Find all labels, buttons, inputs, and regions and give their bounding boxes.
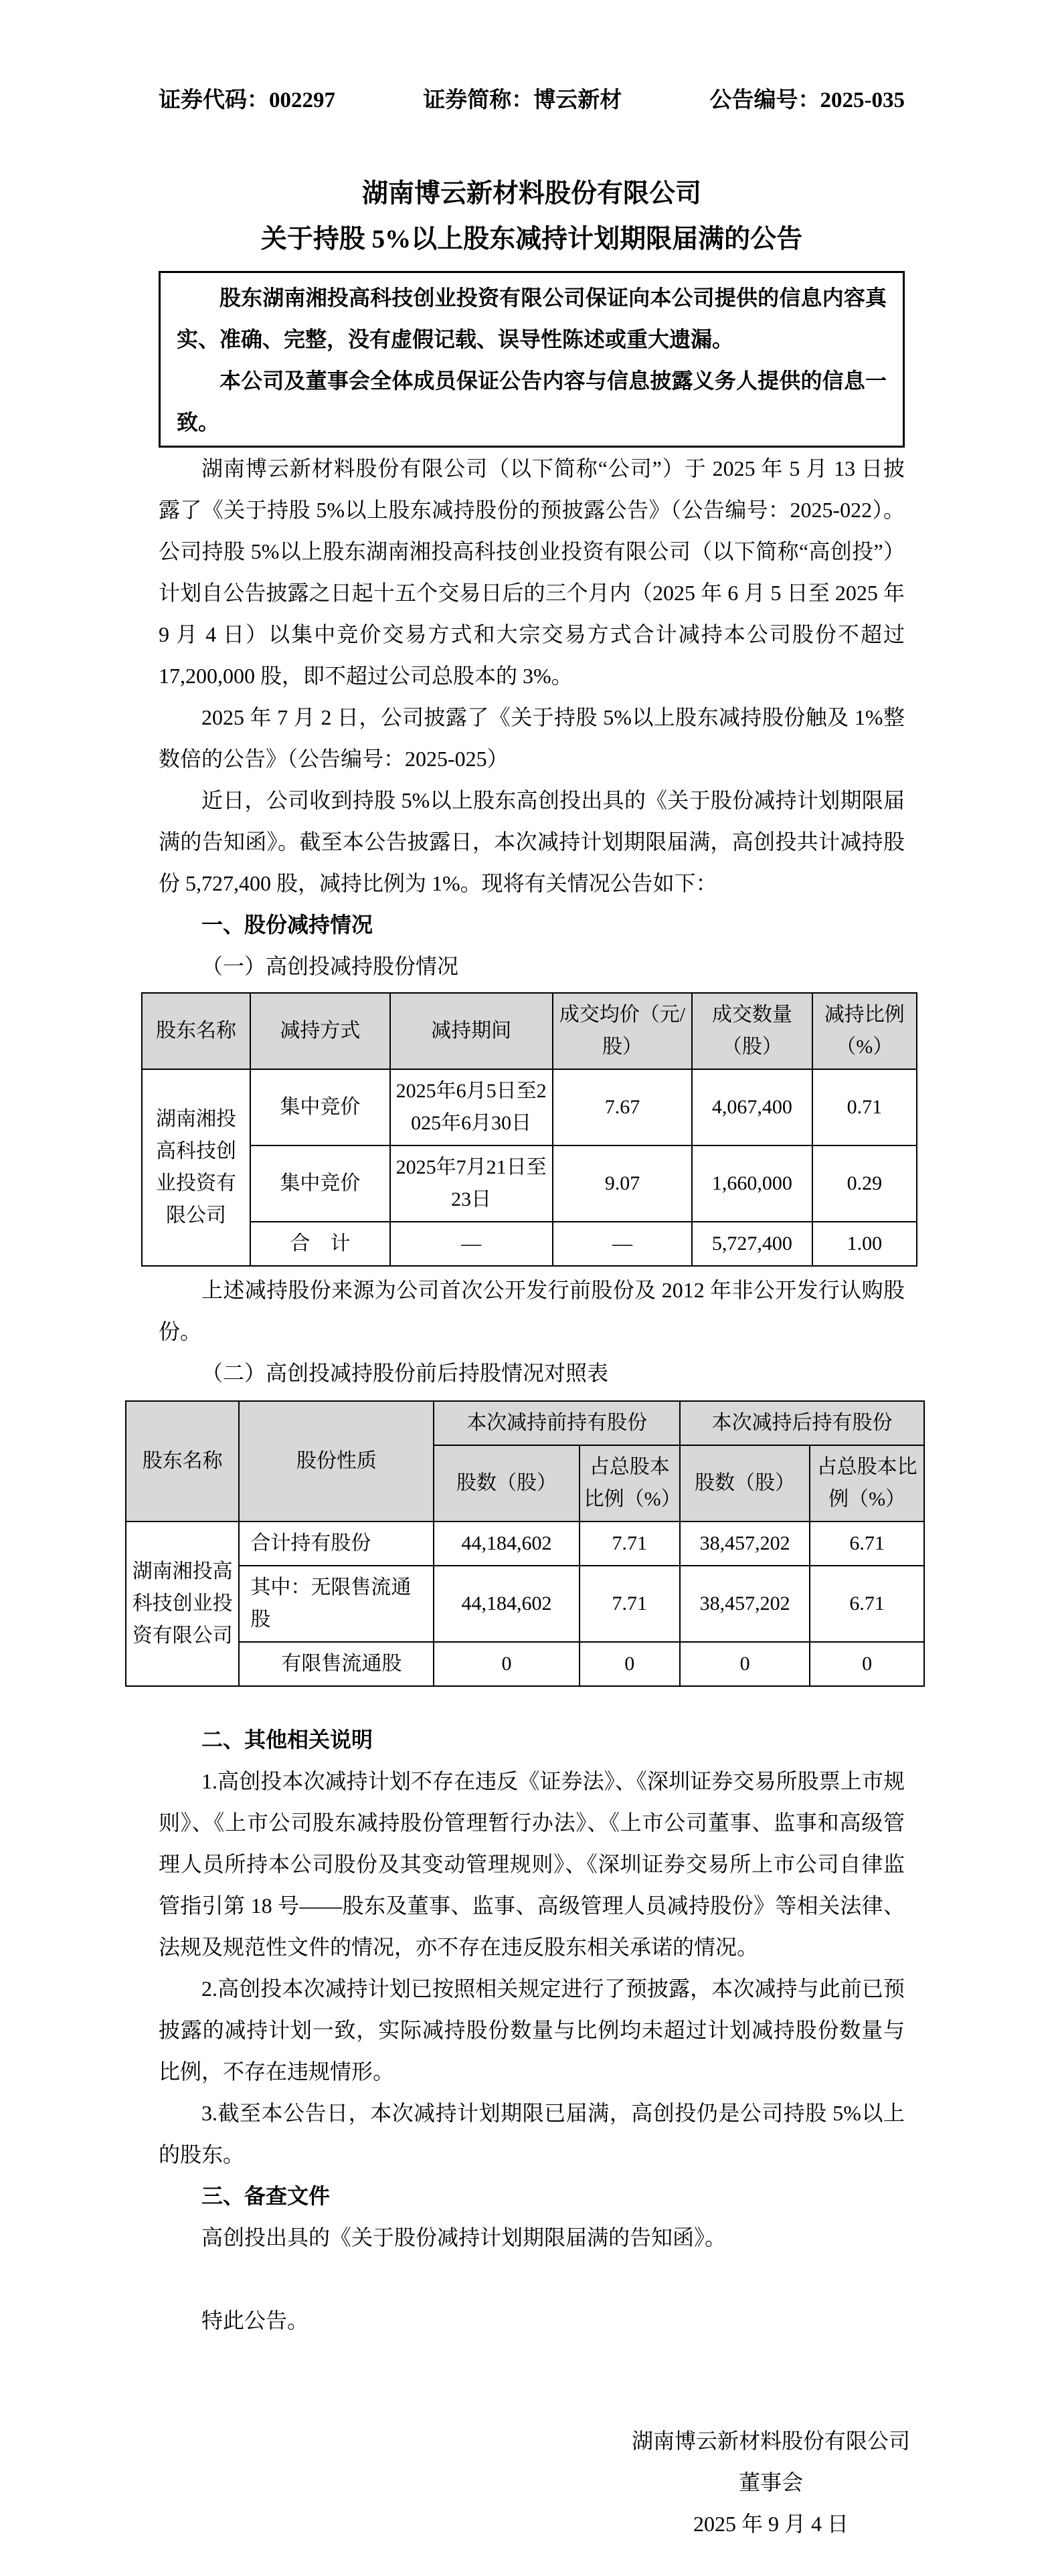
col-header-shares-after: 股数（股） — [680, 1445, 810, 1522]
closing-statement: 特此公告。 — [201, 2308, 309, 2332]
period-cell: 2025年6月5日至2025年6月30日 — [390, 1069, 553, 1145]
nature-cell: 其中：无限售流通股 — [239, 1566, 434, 1642]
after-ratio-cell: 6.71 — [810, 1522, 924, 1566]
after-shares-cell: 38,457,202 — [680, 1566, 810, 1642]
guarantee-box — [159, 271, 905, 448]
guarantee-paragraph-1: 股东湖南湘投高科技创业投资有限公司保证向本公司提供的信息内容真实、准确、完整，没有虚假记载、误导性陈述或重大遗漏。 — [177, 286, 887, 351]
section2-heading: 二、其他相关说明 — [201, 1728, 373, 1752]
after-shares-cell: 0 — [680, 1642, 810, 1686]
ratio-cell: 0.29 — [812, 1145, 917, 1222]
signature-board: 董事会 — [738, 2470, 803, 2494]
method-cell: 集中竞价 — [250, 1069, 389, 1145]
before-ratio-cell: 7.71 — [580, 1522, 680, 1566]
before-shares-cell: 44,184,602 — [434, 1522, 579, 1566]
avg-price-cell: 9.07 — [553, 1145, 692, 1222]
nature-cell: 有限售流通股 — [239, 1642, 434, 1686]
before-ratio-cell: 7.71 — [580, 1566, 680, 1642]
stock-code: 证券代码：002297 — [159, 88, 335, 112]
after-shares-cell: 38,457,202 — [680, 1522, 810, 1566]
table-row — [126, 1642, 924, 1686]
col-header-shareholder: 股东名称 — [126, 1401, 239, 1522]
company-title: 湖南博云新材料股份有限公司 — [361, 179, 701, 208]
col-header-period: 减持期间 — [390, 993, 553, 1069]
body-paragraph-1: 湖南博云新材料股份有限公司（以下简称“公司”）于 2025 年 5 月 13 日披露了《关于持股 5%以上股东减持股份的预披露公告》（公告编号：2025-022）。公司持股 5%以上股东湖南湘投高科技创业投资有限公司（以下简称“高创投”）计划自公告披露之日起十五个交易日后的三个月内（2025 年 6 月 5 日至 2025 年 9 月 4 日）以集中竞价交易方式和大宗交易方式合计减持本公司股份不超过 17,200,000 股，即不超过公司总股本的 3%。 — [159, 456, 905, 688]
section3-heading: 三、备查文件 — [201, 2184, 331, 2208]
section1-sub2: （二）高创投减持股份前后持股情况对照表 — [201, 1361, 609, 1385]
section2-item-2: 2.高创投本次减持计划已按照相关规定进行了预披露，本次减持与此前已预披露的减持计划一致，实际减持股份数量与比例均未超过计划减持股份数量与比例，不存在违规情形。 — [159, 1976, 905, 2084]
stock-short-name: 证券简称：博云新材 — [423, 88, 622, 112]
avg-price-cell: 7.67 — [553, 1069, 692, 1145]
body-paragraph-3: 近日，公司收到持股 5%以上股东高创投出具的《关于股份减持计划期限届满的告知函》。截至本公告披露日，本次减持计划期限届满，高创投共计减持股份 5,727,400 股，减持比例为 1%。现将有关情况公告如下： — [159, 788, 905, 895]
section1-heading: 一、股份减持情况 — [201, 913, 373, 937]
reduction-detail-table — [141, 992, 917, 1267]
table-row — [142, 1069, 917, 1145]
col-header-shares-before: 股数（股） — [434, 1445, 579, 1522]
signature-company: 湖南博云新材料股份有限公司 — [631, 2429, 910, 2453]
shareholder-name-cell: 湖南湘投高科技创业投资有限公司 — [126, 1522, 239, 1686]
col-header-ratio-before: 占总股本比例（%） — [580, 1445, 680, 1522]
period-cell: 2025年7月21日至23日 — [390, 1145, 553, 1222]
ratio-cell: 0.71 — [812, 1069, 917, 1145]
table-row — [126, 1566, 924, 1642]
section2-item-3: 3.截至本公告日，本次减持计划期限已届满，高创投仍是公司持股 5%以上的股东。 — [159, 2101, 905, 2167]
table-row — [142, 1145, 917, 1222]
doc-header — [159, 86, 905, 115]
group-header-after: 本次减持后持有股份 — [680, 1401, 924, 1445]
after-ratio-cell: 0 — [810, 1642, 924, 1686]
after-ratio-cell: 6.71 — [810, 1566, 924, 1642]
quantity-cell: 5,727,400 — [692, 1222, 812, 1266]
group-header-before: 本次减持前持有股份 — [434, 1401, 679, 1445]
section1-sub1: （一）高创投减持股份情况 — [201, 954, 459, 978]
signature-block — [617, 2420, 925, 2545]
signature-date: 2025 年 9 月 4 日 — [693, 2512, 849, 2536]
col-header-quantity: 成交数量（股） — [692, 993, 812, 1069]
col-header-method: 减持方式 — [250, 993, 389, 1069]
shareholder-name-cell: 湖南湘投高科技创业投资有限公司 — [142, 1069, 250, 1266]
before-shares-cell: 0 — [434, 1642, 579, 1686]
table-row — [126, 1522, 924, 1566]
method-cell: 集中竞价 — [250, 1145, 389, 1222]
before-ratio-cell: 0 — [580, 1642, 680, 1686]
guarantee-paragraph-2: 本公司及董事会全体成员保证公告内容与信息披露义务人提供的信息一致。 — [177, 369, 887, 434]
announcement-number: 公告编号：2025-035 — [709, 88, 905, 112]
avg-price-cell: — — [553, 1222, 692, 1266]
quantity-cell: 4,067,400 — [692, 1069, 812, 1145]
reference-document: 高创投出具的《关于股份减持计划期限届满的告知函》。 — [201, 2225, 727, 2249]
before-shares-cell: 44,184,602 — [434, 1566, 579, 1642]
body-paragraph-2: 2025 年 7 月 2 日，公司披露了《关于持股 5%以上股东减持股份触及 1%整数倍的公告》（公告编号：2025-025） — [159, 705, 905, 771]
col-header-shareholder: 股东名称 — [142, 993, 250, 1069]
nature-cell: 合计持有股份 — [239, 1522, 434, 1566]
quantity-cell: 1,660,000 — [692, 1145, 812, 1222]
col-header-avg-price: 成交均价（元/股） — [553, 993, 692, 1069]
share-source-note: 上述减持股份来源为公司首次公开发行前股份及 2012 年非公开发行认购股份。 — [159, 1278, 905, 1344]
table-header-row — [142, 993, 917, 1069]
table-header-row-1 — [126, 1401, 924, 1445]
col-header-ratio-after: 占总股本比例（%） — [810, 1445, 924, 1522]
ratio-cell: 1.00 — [812, 1222, 917, 1266]
table-total-row — [142, 1222, 917, 1266]
announcement-title: 关于持股 5%以上股东减持计划期限届满的公告 — [260, 225, 803, 254]
col-header-ratio: 减持比例（%） — [812, 993, 917, 1069]
period-cell: — — [390, 1222, 553, 1266]
section2-item-1: 1.高创投本次减持计划不存在违反《证券法》、《深圳证券交易所股票上市规则》、《上市公司股东减持股份管理暂行办法》、《上市公司董事、监事和高级管理人员所持本公司股份及其变动管理规则》、《深圳证券交易所上市公司自律监管指引第 18 号——股东及董事、监事、高级管理人员减持股份》等相关法律、法规及规范性文件的情况，亦不存在违反股东相关承诺的情况。 — [159, 1769, 905, 1959]
col-header-nature: 股份性质 — [239, 1401, 434, 1522]
holdings-comparison-table — [125, 1400, 925, 1687]
total-label-cell: 合 计 — [250, 1222, 389, 1266]
